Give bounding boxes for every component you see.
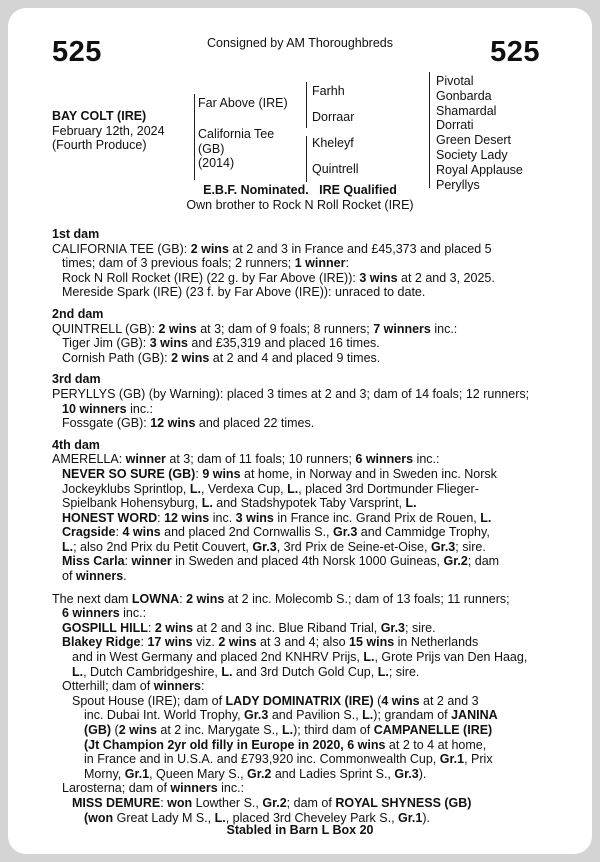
horse-info <box>52 109 165 153</box>
next-dam-progeny: and in West Germany and placed 2nd KNHRV Prijs, L., Grote Prijs van Den Haag, <box>72 650 528 665</box>
pedigree-bracket-1 <box>194 94 195 180</box>
fourth-dam-progeny: L.; also 2nd Prix du Petit Couvert, Gr.3, 3rd Prix de Seine-et-Oise, Gr.3; sire. <box>62 539 486 554</box>
third-dam-line: PERYLLYS (GB) (by Warning): placed 3 times at 2 and 3; dam of 14 foals; 12 runners; <box>52 386 530 401</box>
pedigree-bracket-3 <box>306 136 307 182</box>
next-dam-descendant: (won Great Lady M S., L., placed 3rd Cheveley Park S., Gr.1). <box>84 810 430 825</box>
stabling-location: Stabled in Barn L Box 20 <box>226 823 374 837</box>
second-dam-progeny: Cornish Path (GB): 2 wins at 2 and 4 and placed 9 times. <box>62 350 381 365</box>
pedigree-ancestor: Society Lady <box>436 147 508 162</box>
next-dam-descendant: in France and in U.S.A. and £793,920 inc. Commonwealth Cup, Gr.1, Prix <box>84 752 493 767</box>
pedigree-dam-name: California Tee <box>198 127 275 141</box>
second-dam-heading: 2nd dam <box>52 306 104 321</box>
third-dam-heading: 3rd dam <box>52 372 101 387</box>
next-dam-progeny: GOSPILL HILL: 2 wins at 2 and 3 inc. Blue Riband Trial, Gr.3; sire. <box>62 620 436 635</box>
pedigree-sire: Far Above (IRE) <box>198 96 288 110</box>
next-dam-progeny: Otterhill; dam of winners: <box>62 679 205 694</box>
pedigree-sire-sire: Farhh <box>312 84 345 98</box>
pedigree-ancestor: Dorrati <box>436 118 474 133</box>
first-dam-progeny: Rock N Roll Rocket (IRE) (22 g. by Far Above (IRE)): 3 wins at 2 and 3, 2025. <box>62 270 495 285</box>
next-dam-progeny: Blakey Ridge: 17 wins viz. 2 wins at 3 and 4; also 15 wins in Netherlands <box>62 635 479 650</box>
fourth-dam-progeny: Spielbank Hohensyburg, L. and Stadshypotek Taby Varsprint, L. <box>62 496 417 511</box>
foaling-date: February 12th, 2024 <box>52 123 165 138</box>
pedigree-bracket-4 <box>429 72 430 188</box>
next-dam-descendant: MISS DEMURE: won Lowther S., Gr.2; dam of ROYAL SHYNESS (GB) <box>72 795 472 810</box>
fourth-dam-progeny: Miss Carla: winner in Sweden and placed 4th Norsk 1000 Guineas, Gr.2; dam <box>62 554 500 569</box>
next-dam-descendant: inc. Dubai Int. World Trophy, Gr.3 and Pavilion S., L.); grandam of JANINA <box>84 708 498 723</box>
consignor: Consigned by AM Thoroughbreds <box>207 36 393 50</box>
next-dam-progeny: L., Dutch Cambridgeshire, L. and 3rd Dutch Gold Cup, L.; sire. <box>72 664 420 679</box>
pedigree-third-generation <box>436 74 523 192</box>
produce-note: (Fourth Produce) <box>52 138 147 152</box>
pedigree-sire-dam: Dorraar <box>312 110 355 124</box>
second-dam-line: QUINTRELL (GB): 2 wins at 3; dam of 9 foals; 8 runners; 7 winners inc.: <box>52 321 458 336</box>
third-dam-line: 10 winners inc.: <box>62 401 154 416</box>
fourth-dam-progeny: HONEST WORD: 12 wins inc. 3 wins in France inc. Grand Prix de Rouen, L. <box>62 510 492 525</box>
next-dam-descendant: (GB) (2 wins at 2 inc. Marygate S., L.); third dam of CAMPANELLE (IRE) <box>84 723 493 737</box>
second-dam-progeny: Tiger Jim (GB): 3 wins and £35,319 and placed 16 times. <box>62 336 380 351</box>
pedigree-dam-dam: Quintrell <box>312 162 359 176</box>
ebf-status: E.B.F. Nominated. IRE Qualified <box>203 183 397 197</box>
pedigree-ancestor: Green Desert <box>436 133 512 148</box>
pedigree-dam-sire: Kheleyf <box>312 136 354 150</box>
pedigree-ancestor: Royal Applause <box>436 162 523 177</box>
pedigree-ancestor: Peryllys <box>436 177 480 192</box>
pedigree-ancestor: Shamardal <box>436 103 497 118</box>
next-dam-line: 6 winners inc.: <box>62 606 147 621</box>
pedigree-dam-country: (GB) <box>198 141 225 156</box>
next-dam-line: The next dam LOWNA: 2 wins at 2 inc. Molecomb S.; dam of 13 foals; 11 runners; <box>52 591 510 606</box>
next-dam-descendant: Morny, Gr.1, Queen Mary S., Gr.2 and Ladies Sprint S., Gr.3). <box>84 766 427 781</box>
pedigree-dam-year: (2014) <box>198 156 235 170</box>
first-dam-progeny: Mereside Spark (IRE) (23 f. by Far Above (IRE)): unraced to date. <box>62 285 426 300</box>
first-dam-line: CALIFORNIA TEE (GB): 2 wins at 2 and 3 in France and £45,373 and placed 5 <box>52 241 492 256</box>
next-dam-progeny: Larosterna; dam of winners inc.: <box>62 781 245 796</box>
spacer <box>52 584 564 592</box>
fourth-dam-progeny: Cragside: 4 wins and placed 2nd Cornwallis S., Gr.3 and Cammidge Trophy, <box>62 525 490 540</box>
next-dam-descendant: (Jt Champion 2yr old filly in Europe in 2020, 6 wins at 2 to 4 at home, <box>84 737 487 752</box>
catalogue-page <box>8 8 592 854</box>
lot-number-left: 525 <box>52 36 102 68</box>
family-notes <box>52 227 564 825</box>
pedigree-ancestor: Gonbarda <box>436 88 492 103</box>
fourth-dam-line: AMERELLA: winner at 3; dam of 11 foals; 10 runners; 6 winners inc.: <box>52 452 440 467</box>
third-dam-progeny: Fossgate (GB): 12 wins and placed 22 times. <box>62 416 315 431</box>
first-dam-heading: 1st dam <box>52 227 100 241</box>
fourth-dam-progeny: of winners. <box>62 569 127 584</box>
fourth-dam-progeny: NEVER SO SURE (GB): 9 wins at home, in Norway and in Sweden inc. Norsk <box>62 466 497 481</box>
own-brother-note: Own brother to Rock N Roll Rocket (IRE) <box>186 198 414 212</box>
pedigree-ancestor: Pivotal <box>436 74 474 88</box>
lot-number-right: 525 <box>490 36 540 68</box>
pedigree-bracket-2 <box>306 82 307 128</box>
first-dam-line: times; dam of 3 previous foals; 2 runners; 1 winner: <box>62 256 349 271</box>
pedigree-dam <box>198 127 274 171</box>
next-dam-descendant: Spout House (IRE); dam of LADY DOMINATRIX (IRE) (4 wins at 2 and 3 <box>72 693 479 708</box>
fourth-dam-progeny: Jockeyklubs Sprintlop, L., Verdexa Cup, L., placed 3rd Dortmunder Flieger- <box>62 481 479 496</box>
horse-description: BAY COLT (IRE) <box>52 109 147 123</box>
fourth-dam-heading: 4th dam <box>52 437 100 452</box>
